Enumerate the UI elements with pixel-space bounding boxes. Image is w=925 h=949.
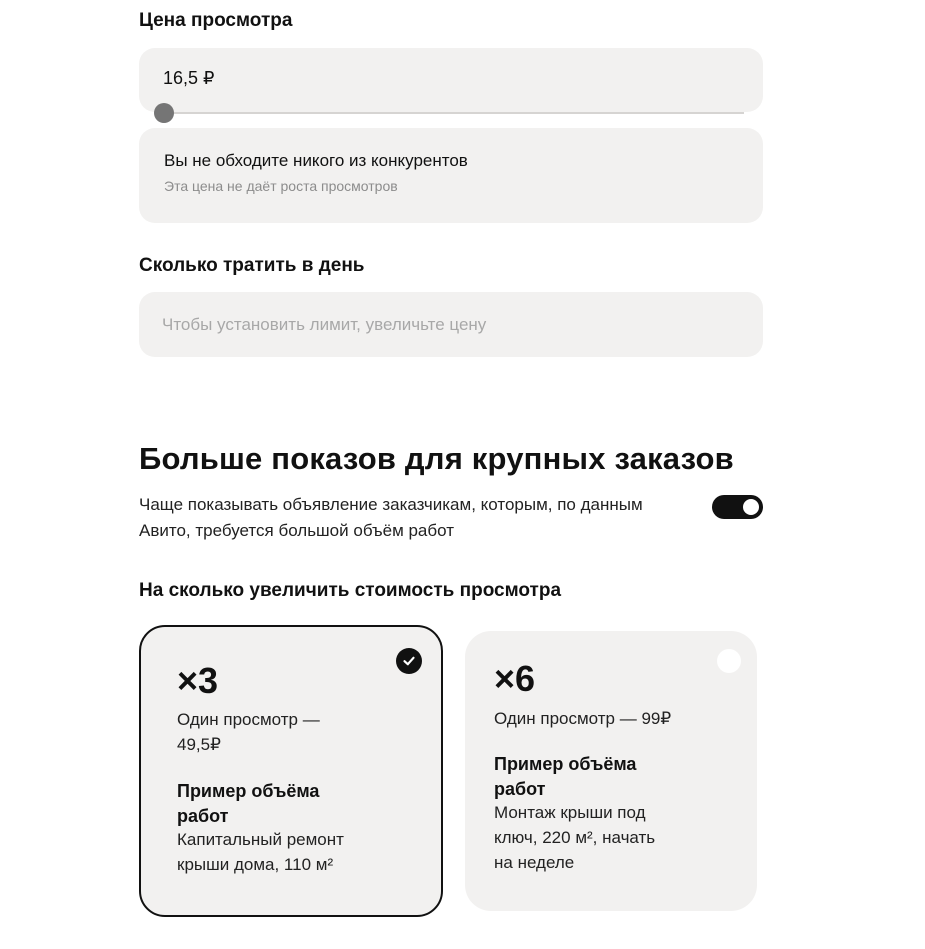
price-value: 16,5 ₽: [163, 68, 215, 88]
multiplier-card-x6[interactable]: [465, 631, 757, 911]
card-example-title: Пример объёма: [494, 754, 637, 774]
card-price-line: Один просмотр —: [177, 710, 320, 729]
card-example-detail-3: на неделе: [494, 853, 575, 872]
card-example-detail: Монтаж крыши под: [494, 803, 646, 822]
card-multiplier: ×6: [494, 658, 536, 699]
price-slider[interactable]: [164, 112, 744, 114]
radio-empty-icon: [717, 649, 741, 673]
card-example-detail-2: крыши дома, 110 м²: [177, 855, 334, 874]
competitor-info-box: [139, 128, 763, 223]
card-price-value: 49,5₽: [177, 735, 221, 754]
multiplier-card-x3[interactable]: [139, 625, 443, 917]
multiplier-label: На сколько увеличить стоимость просмотра: [139, 580, 562, 601]
daily-limit-input[interactable]: [139, 292, 763, 357]
competitor-title: Вы не обходите никого из конкурентов: [164, 151, 468, 170]
card-example-title-2: работ: [177, 806, 229, 826]
competitor-subtitle: Эта цена не даёт роста просмотров: [164, 178, 398, 194]
card-price-line: Один просмотр — 99₽: [494, 709, 672, 728]
big-orders-heading: Больше показов для крупных заказов: [139, 441, 734, 476]
slider-thumb[interactable]: [154, 103, 174, 123]
toggle-knob: [743, 499, 759, 515]
card-multiplier: ×3: [177, 660, 219, 701]
card-example-title-2: работ: [494, 779, 546, 799]
card-example-detail: Капитальный ремонт: [177, 830, 344, 849]
card-example-detail-2: ключ, 220 м², начать: [494, 828, 656, 847]
big-orders-description: Чаще показывать объявление заказчикам, которым, по данным Авито, требуется большой объём работ: [139, 495, 643, 540]
daily-limit-label: Сколько тратить в день: [139, 255, 365, 276]
card-example-title: Пример объёма: [177, 781, 320, 801]
price-label: Цена просмотра: [139, 10, 293, 31]
big-orders-toggle[interactable]: [712, 495, 763, 519]
check-icon: [396, 648, 422, 674]
price-field[interactable]: [139, 48, 763, 112]
